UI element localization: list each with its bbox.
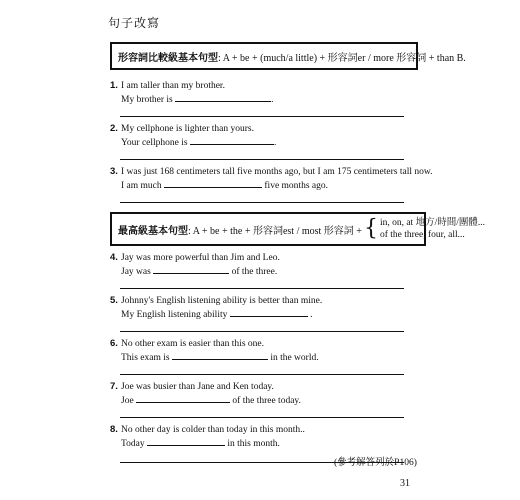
answer-prefix: Your cellphone is	[121, 138, 188, 148]
question-number: 3.	[110, 166, 118, 177]
question-prompt: Jay was more powerful than Jim and Leo.	[121, 253, 280, 263]
answer-line[interactable]	[120, 417, 404, 418]
answer-line[interactable]	[120, 288, 404, 289]
answer-prefix: Jay was	[121, 267, 151, 277]
question-8	[110, 424, 305, 450]
comparative-pattern-formula: : A + be + (much/a little) + 形容詞er / more 形容詞 + than B.	[218, 52, 466, 64]
answer-suffix: in the world.	[270, 353, 319, 363]
question-prompt: My cellphone is lighter than yours.	[121, 124, 254, 134]
question-prompt: Johnny's English listening ability is better than mine.	[121, 296, 323, 306]
question-number: 1.	[110, 80, 118, 91]
question-5	[110, 295, 322, 321]
superlative-option: of the three, four, all...	[379, 230, 465, 240]
page-title: 句子改寫	[108, 16, 161, 30]
answer-prefix: Today	[121, 439, 145, 449]
answer-suffix: five months ago.	[264, 181, 328, 191]
question-3	[110, 166, 433, 192]
question-number: 2.	[110, 123, 118, 134]
answer-line[interactable]	[120, 116, 404, 117]
answer-suffix: .	[310, 310, 313, 320]
question-number: 7.	[110, 381, 118, 392]
superlative-options	[380, 217, 485, 241]
answer-line[interactable]	[120, 159, 404, 160]
answer-blank[interactable]	[230, 307, 308, 317]
page-number: 31	[400, 478, 410, 489]
answer-suffix: in this month.	[227, 439, 280, 449]
answer-blank[interactable]	[175, 92, 271, 102]
answer-prefix: My English listening ability	[121, 310, 228, 320]
comparative-pattern-label: 形容詞比較級基本句型	[118, 52, 218, 64]
answer-line[interactable]	[120, 331, 404, 332]
question-2	[110, 123, 276, 149]
answer-suffix: of the three.	[231, 267, 278, 277]
question-4	[110, 252, 280, 278]
answer-blank[interactable]	[190, 135, 274, 145]
answer-prefix: I am much	[121, 181, 162, 191]
question-6	[110, 338, 319, 364]
brace-symbol: {	[363, 216, 378, 241]
question-number: 4.	[110, 252, 118, 263]
question-prompt: No other day is colder than today in this month..	[121, 425, 305, 435]
superlative-pattern-box	[110, 212, 485, 246]
answer-suffix: of the three today.	[232, 396, 301, 406]
answer-line[interactable]	[120, 374, 404, 375]
comparative-pattern-box	[110, 42, 466, 70]
question-prompt: No other exam is easier than this one.	[121, 339, 264, 349]
answer-prefix: My brother is	[121, 95, 173, 105]
question-number: 6.	[110, 338, 118, 349]
question-prompt: I am taller than my brother.	[121, 81, 225, 91]
question-1	[110, 80, 273, 106]
answer-blank[interactable]	[172, 350, 268, 360]
answer-blank[interactable]	[153, 264, 229, 274]
answer-suffix: .	[273, 138, 277, 148]
superlative-option: in, on, at 地方/時間/團體...	[379, 218, 485, 228]
answer-blank[interactable]	[147, 436, 225, 446]
answer-prefix: This exam is	[121, 353, 170, 363]
question-prompt: Joe was busier than Jane and Ken today.	[121, 382, 274, 392]
answer-blank[interactable]	[164, 178, 262, 188]
answer-line[interactable]	[120, 202, 404, 203]
superlative-pattern-formula: : A + be + the + 形容詞est / most 形容詞 +	[188, 225, 362, 237]
superlative-pattern-label: 最高級基本句型	[118, 225, 188, 237]
answer-suffix: .	[271, 95, 274, 105]
answer-blank[interactable]	[136, 393, 230, 403]
answer-prefix: Joe	[121, 396, 134, 406]
question-prompt: I was just 168 centimeters tall five months ago, but I am 175 centimeters tall now.	[121, 167, 433, 177]
question-7	[110, 381, 301, 407]
answer-reference-note: (參考解答列於P106)	[334, 458, 417, 468]
question-number: 5.	[110, 295, 118, 306]
question-number: 8.	[110, 424, 118, 435]
